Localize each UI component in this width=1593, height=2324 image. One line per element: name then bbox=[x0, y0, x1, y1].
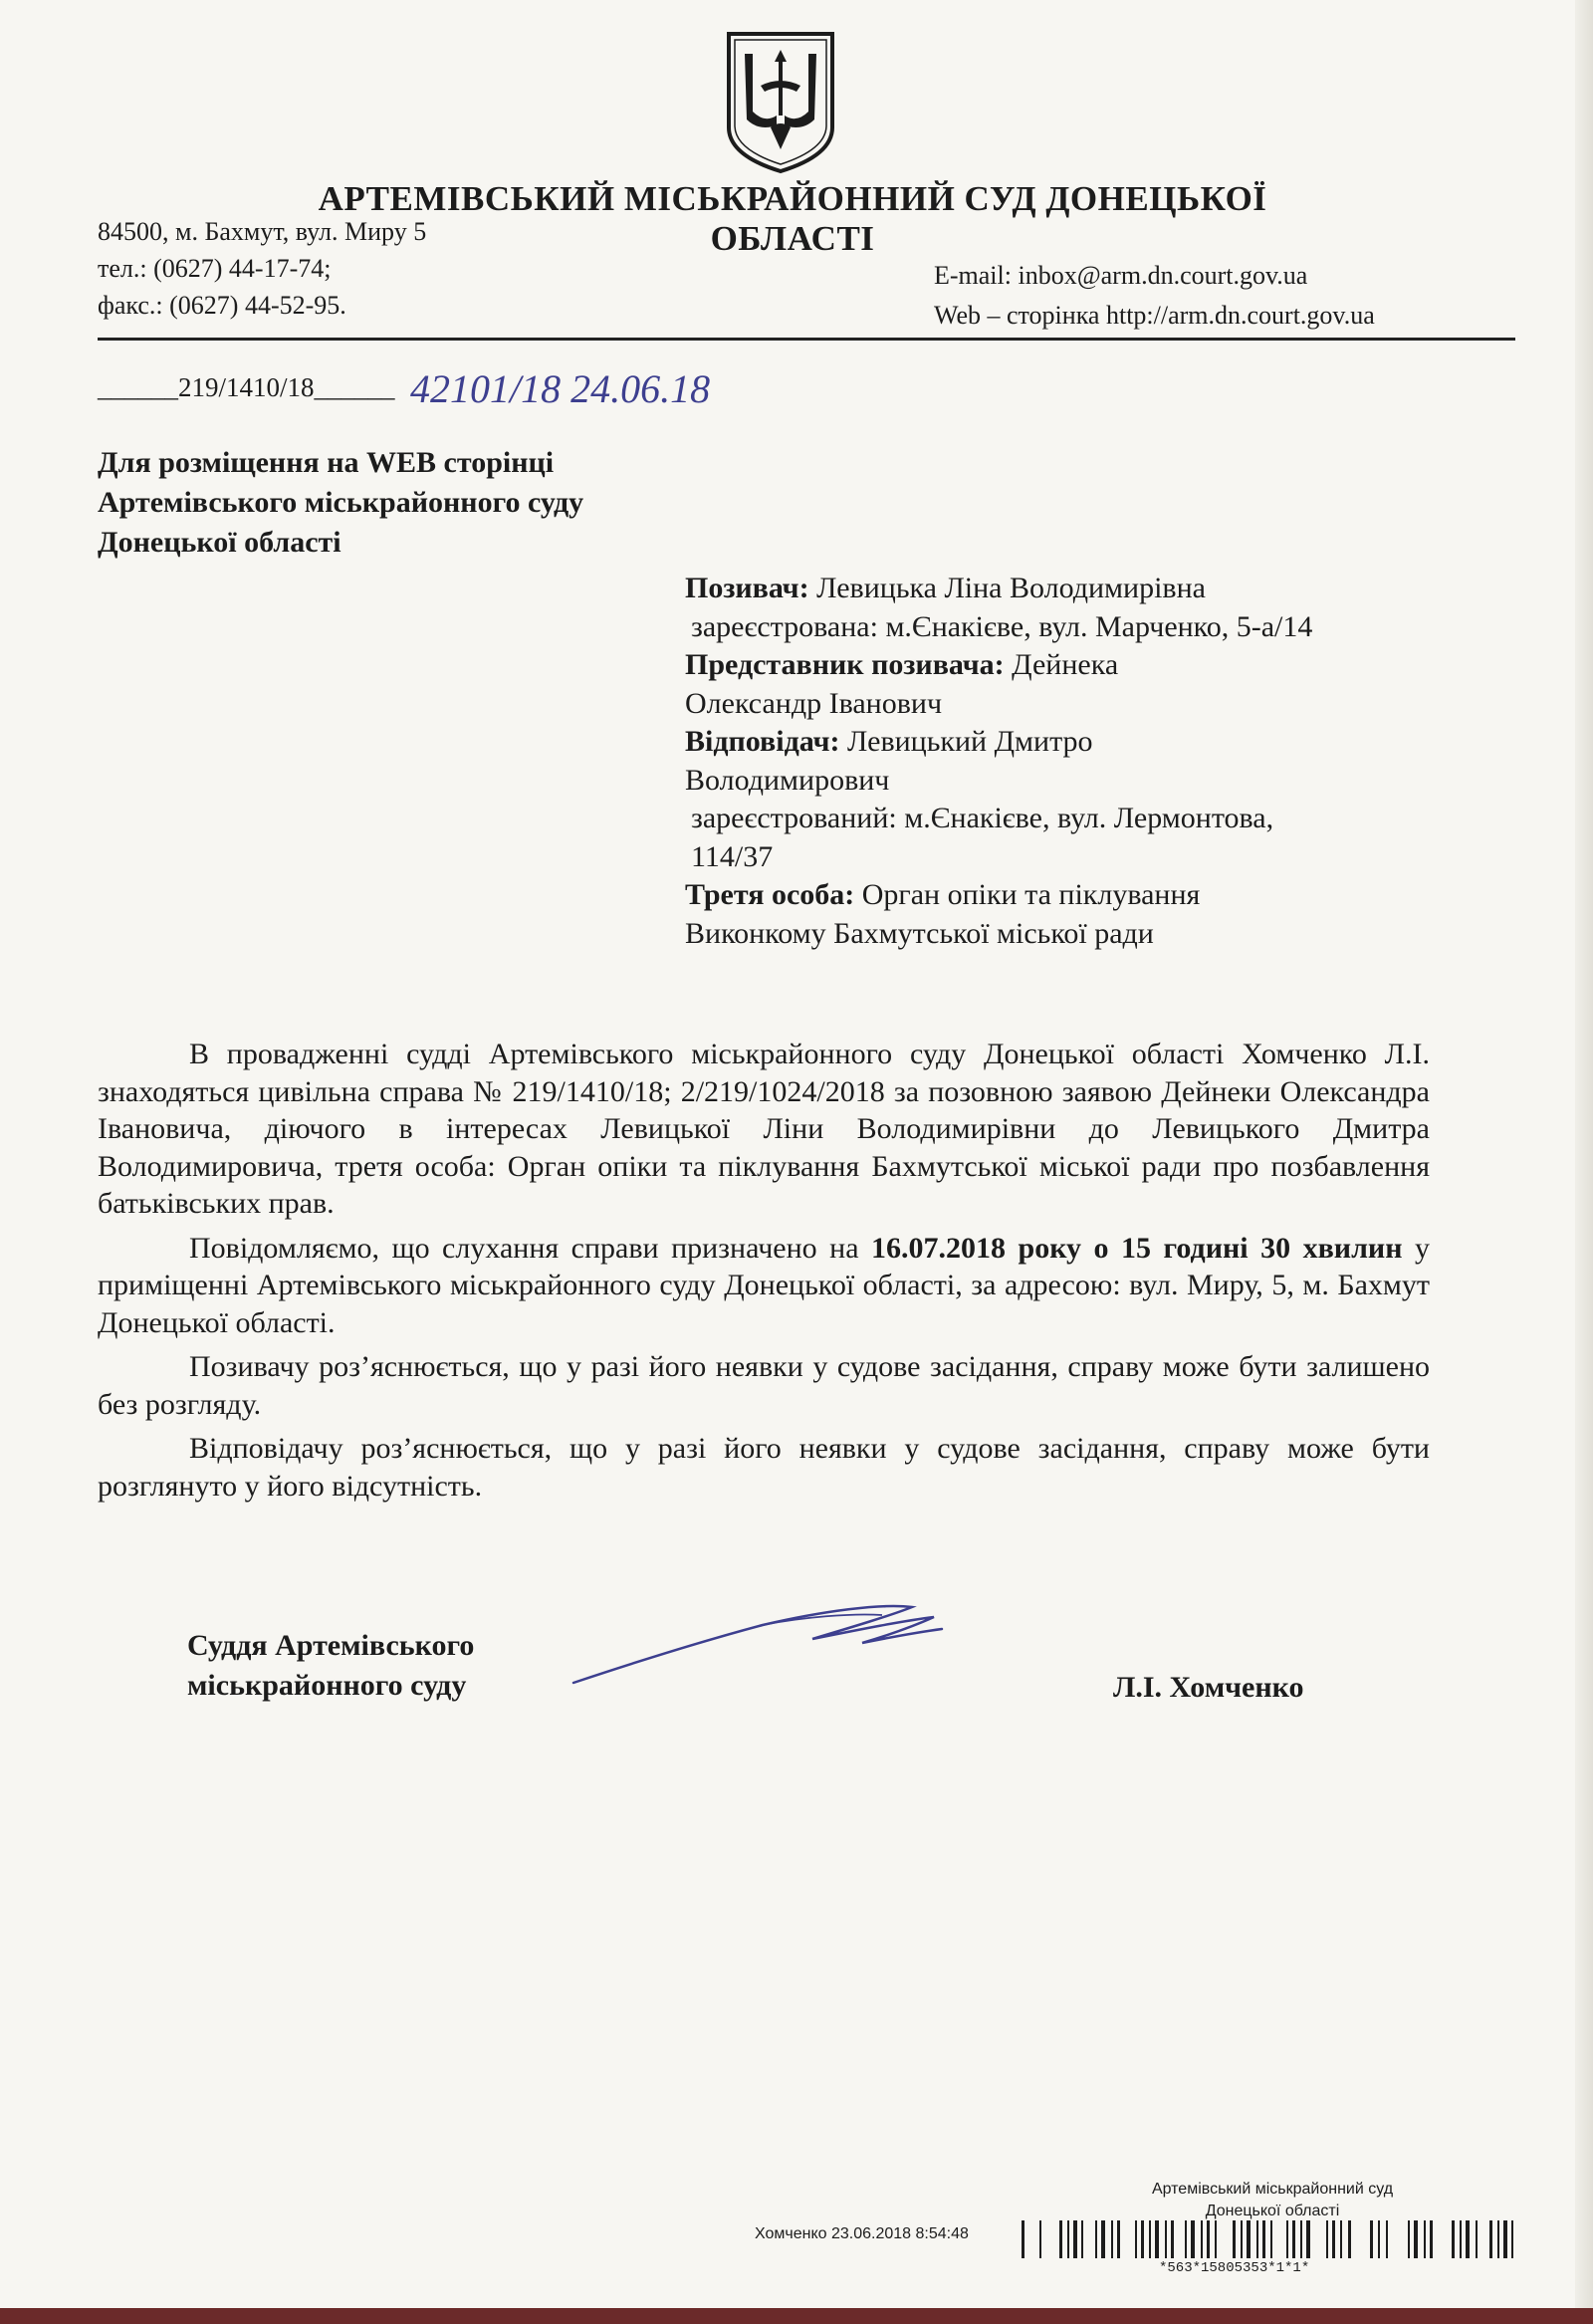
defendant-address-cont: 114/37 bbox=[691, 839, 774, 873]
addressee-line: Для розміщення на WEB сторінці bbox=[98, 446, 555, 479]
stamp-user-datetime: Хомченко 23.06.2018 8:54:48 bbox=[755, 2225, 969, 2242]
registration-underline: ______ bbox=[314, 372, 395, 402]
court-fax: факс.: (0627) 44-52-95. bbox=[98, 291, 346, 320]
handwritten-signature bbox=[564, 1593, 982, 1693]
addressee-line: Артемівського міськрайонного суду bbox=[98, 486, 584, 519]
judge-title bbox=[187, 1626, 474, 1706]
court-stamp bbox=[1083, 2179, 1462, 2222]
header-divider bbox=[98, 338, 1515, 341]
judge-title-line: міськрайонного суду bbox=[187, 1669, 467, 1702]
addressee-line: Донецької області bbox=[98, 526, 341, 559]
defendant-label: Відповідач: bbox=[685, 725, 840, 758]
plaintiff-address: зареєстрована: м.Єнакієве, вул. Марченко, 5-а/14 bbox=[691, 609, 1313, 643]
registration-number bbox=[98, 372, 395, 403]
page-edge bbox=[1575, 0, 1593, 2324]
representative-line bbox=[685, 646, 1422, 685]
third-party-label: Третя особа: bbox=[685, 878, 855, 911]
trident-emblem-icon bbox=[721, 28, 840, 175]
case-number: 219/1410/18 bbox=[178, 372, 315, 402]
third-party-name-cont: Виконкому Бахмутської міської ради bbox=[685, 916, 1154, 950]
defendant-name-cont: Володимирович bbox=[685, 763, 890, 797]
handwritten-registration bbox=[406, 358, 765, 418]
plaintiff-line bbox=[685, 570, 1422, 608]
body-paragraph: Відповідачу роз’яснюється, що у разі його неявки у судове засідання, справу може бути розглянуто у його відсутність. bbox=[98, 1432, 1430, 1503]
representative-label: Представник позивача: bbox=[685, 648, 1005, 681]
plaintiff-label: Позивач: bbox=[685, 572, 809, 604]
hearing-text-start: Повідомляємо, що слухання справи призначено на bbox=[189, 1231, 872, 1265]
representative-name-cont: Олександр Іванович bbox=[685, 686, 943, 720]
court-address: 84500, м. Бахмут, вул. Миру 5 bbox=[98, 217, 427, 246]
defendant-name: Левицький Дмитро bbox=[839, 725, 1093, 758]
stamp-court-line: Донецької області bbox=[1205, 2203, 1340, 2219]
representative-name: Дейнека bbox=[1004, 648, 1119, 681]
barcode-icon bbox=[1020, 2218, 1517, 2260]
third-party-line bbox=[685, 876, 1422, 915]
court-website: Web – сторінка http://arm.dn.court.gov.ua bbox=[934, 301, 1375, 330]
body-paragraph-hearing bbox=[98, 1230, 1430, 1342]
court-email: E-mail: inbox@arm.dn.court.gov.ua bbox=[934, 261, 1308, 290]
notice-body bbox=[98, 1036, 1430, 1511]
court-name-heading: АРТЕМІВСЬКИЙ МІСЬКРАЙОННИЙ СУД ДОНЕЦЬКОЇ ОБЛАСТІ bbox=[318, 179, 1267, 258]
hearing-datetime: 16.07.2018 року о 15 годині 30 хвилин bbox=[871, 1231, 1403, 1265]
registration-prefix: ______ bbox=[98, 372, 178, 402]
addressee-block bbox=[98, 443, 583, 563]
body-paragraph: В провадженні судді Артемівського міськрайонного суду Донецької області Хомченко Л.І. знаходяться цивільна справа № 219/1410/18; 2/219/1024/2018 за позовною заявою Дейнеки Олександра Івановича, діючого в інтересах Левицької Ліни Володимирівни до Левицького Дмитра Володимировича, третя особа: Орган опіки та піклування Бахмутської міської ради про позбавлення батьківських прав. bbox=[98, 1038, 1430, 1220]
defendant-address: зареєстрований: м.Єнакієве, вул. Лермонтова, bbox=[691, 802, 1274, 834]
body-paragraph: Позивачу роз’яснюється, що у разі його неявки у судове засідання, справу може бути залишено без розгляду. bbox=[98, 1350, 1430, 1421]
parties-block bbox=[685, 570, 1422, 953]
court-phone: тел.: (0627) 44-17-74; bbox=[98, 254, 332, 283]
scan-edge bbox=[0, 2308, 1593, 2324]
defendant-line bbox=[685, 723, 1422, 762]
hearing-text-end: у приміщенні Артемівського міськрайонного суду Донецької області, за адресою: вул. Миру, 5, м. Бахмут Донецької області. bbox=[98, 1231, 1430, 1339]
plaintiff-name: Левицька Ліна Володимирівна bbox=[808, 572, 1206, 604]
judge-name: Л.І. Хомченко bbox=[1113, 1671, 1304, 1704]
third-party-name: Орган опіки та піклування bbox=[854, 878, 1201, 911]
judge-title-line: Суддя Артемівського bbox=[187, 1629, 475, 1662]
handwritten-registration-text: 42101/18 24.06.18 bbox=[410, 366, 711, 411]
stamp-court-line: Артемівський міськрайонний суд bbox=[1151, 2181, 1394, 2198]
barcode-number: *563*15805353*1*1* bbox=[1159, 2260, 1310, 2276]
